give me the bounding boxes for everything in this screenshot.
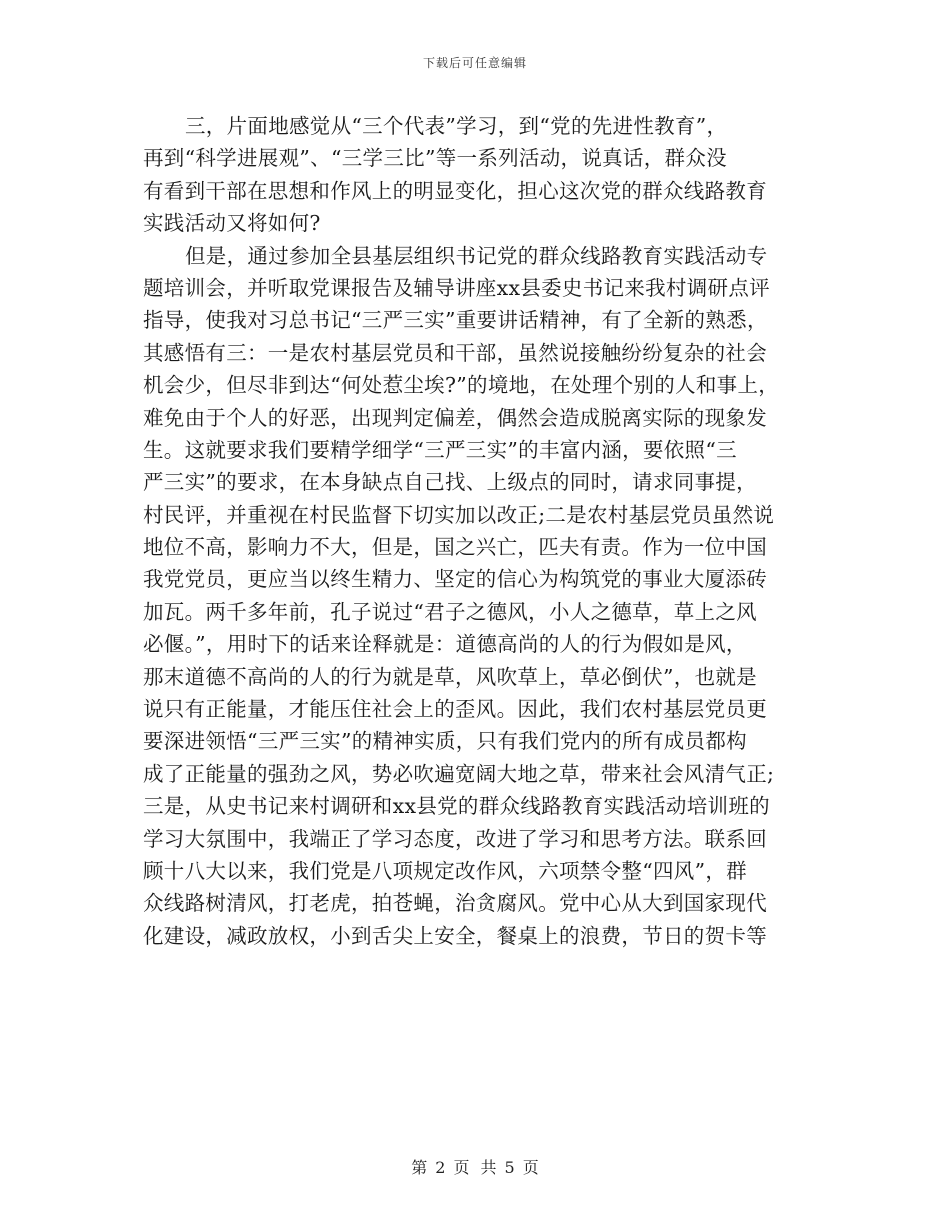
text-line: 村民评，并重视在村民监督下切实加以改正;二是农村基层党员虽然说 <box>143 502 775 527</box>
text-line: 题培训会，并听取党课报告及辅导讲座xx县委史书记来我村调研点评 <box>143 275 770 300</box>
page-header-note: 下载后可任意编辑 <box>422 56 527 70</box>
page-footer <box>0 1155 950 1178</box>
current-page-number: 2 <box>435 1158 446 1177</box>
text-line: 指导，使我对习总书记“三严三实”重要讲话精神，有了全新的熟悉， <box>143 308 768 333</box>
text-line: 必偃。”，用时下的话来诠释就是：道德高尚的人的行为假如是风， <box>143 632 747 657</box>
page-number-suffix: 页 <box>522 1158 539 1177</box>
text-line: 机会少，但尽非到达“何处惹尘埃?”的境地，在处理个别的人和事上， <box>143 373 780 398</box>
page-number-middle: 页 共 <box>453 1158 497 1177</box>
text-line: 实践活动又将如何? <box>143 211 321 236</box>
text-line: 有看到干部在思想和作风上的明显变化，担心这次党的群众线路教育 <box>143 178 767 203</box>
text-line: 说只有正能量，才能压住社会上的歪风。因此，我们农村基层党员更 <box>143 697 767 722</box>
text-line: 我党党员，更应当以终生精力、坚定的信心为构筑党的事业大厦添砖 <box>143 567 767 592</box>
text-line: 三，片面地感觉从“三个代表”学习，到“党的先进性教育”， <box>185 114 728 138</box>
document-body <box>143 110 815 952</box>
text-line: 要深进领悟“三严三实”的精神实质，只有我们党内的所有成员都构 <box>143 729 747 754</box>
text-line: 那末道德不高尚的人的行为就是草，风吹草上，草必倒伏”，也就是 <box>143 664 757 689</box>
text-line: 其感悟有三：一是农村基层党员和干部，虽然说接触纷纷复杂的社会 <box>143 340 767 365</box>
text-line: 学习大氛围中，我端正了学习态度，改进了学习和思考方法。联系回 <box>143 826 767 851</box>
text-line: 三是，从史书记来村调研和xx县党的群众线路教育实践活动培训班的 <box>143 794 770 819</box>
text-line: 众线路树清风，打老虎，拍苍蝇，治贪腐风。党中心从大到国家现代 <box>143 891 767 916</box>
text-line: 成了正能量的强劲之风，势必吹遍宽阔大地之草，带来社会风清气正; <box>143 761 775 786</box>
total-page-number: 5 <box>504 1158 515 1177</box>
text-line: 顾十八大以来，我们党是八项规定改作风，六项禁令整“四风”，群 <box>143 858 747 883</box>
text-line: 严三实”的要求，在本身缺点自己找、上级点的同时，请求同事提， <box>143 470 757 495</box>
text-line: 地位不高，影响力不大，但是，国之兴亡，匹夫有责。作为一位中国 <box>143 535 767 560</box>
page-number-prefix: 第 <box>411 1158 428 1177</box>
text-line: 难免由于个人的好恶，出现判定偏差，偶然会造成脱离实际的现象发 <box>143 405 767 430</box>
text-line: 化建设，减政放权，小到舌尖上安全，餐桌上的浪费，节日的贺卡等 <box>143 923 767 948</box>
text-line: 再到“科学进展观”、“三学三比”等一系列活动，说真话，群众没 <box>143 146 727 171</box>
text-line: 但是，通过参加全县基层组织书记党的群众线路教育实践活动专 <box>185 243 768 268</box>
text-line: 加瓦。两千多年前，孔子说过“君子之德风，小人之德草，草上之风 <box>143 599 757 624</box>
text-line: 生。这就要求我们要精学细学“三严三实”的丰富内涵，要依照“三 <box>143 437 737 462</box>
